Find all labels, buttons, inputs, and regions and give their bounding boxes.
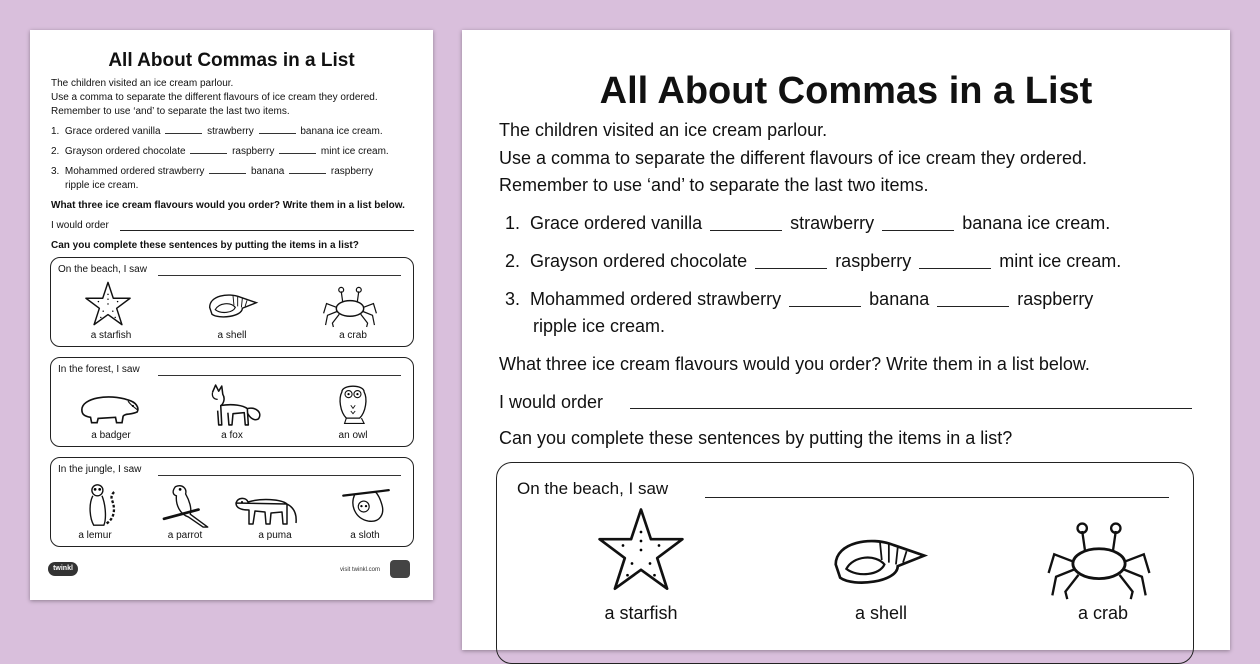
item-label: a starfish (90, 330, 132, 341)
prompt-order: What three ice cream flavours would you order? Write them in a list below. (499, 354, 1090, 374)
box-heading: In the forest, I saw (58, 364, 140, 375)
parrot-icon (161, 482, 213, 528)
intro-line-1: The children visited an ice cream parlour. (499, 120, 828, 140)
item-label: a lemur (78, 530, 112, 541)
box-heading: On the beach, I saw (58, 264, 147, 275)
crab-icon (319, 284, 381, 328)
answer-blank[interactable] (259, 133, 296, 134)
intro-line-2: Use a comma to separate the different flavours of ice cream they ordered. (51, 92, 378, 103)
item-label: a parrot (167, 530, 203, 541)
prompt-complete: Can you complete these sentences by putting the items in a list? (51, 240, 359, 251)
page-title: All About Commas in a List (599, 70, 1093, 112)
box-answer-line[interactable] (158, 375, 401, 376)
sloth-icon (341, 486, 391, 528)
lemur-icon (83, 482, 121, 528)
order-answer-line[interactable] (120, 230, 414, 231)
item-label: a crab (339, 330, 367, 341)
page-title: All About Commas in a List (108, 50, 355, 71)
answer-blank[interactable] (165, 133, 202, 134)
worksheet-preview-small (30, 30, 433, 600)
question-1: 1. Grace ordered vanilla strawberry banana ice cream. (505, 213, 1111, 233)
item-label: a crab (1077, 603, 1129, 623)
answer-blank[interactable] (919, 268, 991, 269)
answer-blank[interactable] (710, 230, 782, 231)
box-answer-line[interactable] (158, 275, 401, 276)
box-answer-line[interactable] (705, 497, 1169, 498)
owl-icon (333, 380, 373, 426)
i-would-order-label: I would order (499, 392, 604, 412)
beach-box (496, 462, 1194, 664)
answer-blank[interactable] (937, 306, 1009, 307)
answer-blank[interactable] (755, 268, 827, 269)
jungle-box (50, 457, 414, 547)
intro-line-2: Use a comma to separate the different flavours of ice cream they ordered. (499, 148, 1087, 168)
question-1: 1. Grace ordered vanilla strawberry banana ice cream. (51, 126, 383, 137)
shell-icon (825, 529, 935, 591)
shell-icon (205, 288, 261, 322)
worksheet-preview-large (462, 30, 1230, 650)
answer-blank[interactable] (209, 173, 246, 174)
brand-logo: twinkl (48, 562, 78, 576)
box-heading: In the jungle, I saw (58, 464, 142, 475)
badger-icon (76, 388, 142, 426)
answer-blank[interactable] (190, 153, 227, 154)
item-label: a fox (221, 430, 243, 441)
item-label: an owl (338, 430, 368, 441)
intro-line-3: Remember to use ‘and’ to separate the last two items. (499, 175, 929, 195)
question-3-end: ripple ice cream. (65, 180, 139, 191)
beach-box (50, 257, 414, 347)
intro-line-1: The children visited an ice cream parlour. (51, 78, 234, 89)
item-label: a shell (217, 330, 247, 341)
question-3-end: ripple ice cream. (533, 316, 666, 336)
prompt-complete: Can you complete these sentences by putting the items in a list? (499, 428, 1013, 448)
question-2: 2. Grayson ordered chocolate raspberry mint ice cream. (51, 146, 389, 157)
question-3: 3. Mohammed ordered strawberry banana raspberry (505, 289, 1094, 309)
box-heading: On the beach, I saw (517, 479, 669, 498)
order-answer-line[interactable] (630, 408, 1192, 409)
answer-blank[interactable] (882, 230, 954, 231)
question-2: 2. Grayson ordered chocolate raspberry mint ice cream. (505, 251, 1122, 271)
footer-url: visit twinkl.com (340, 567, 381, 573)
answer-blank[interactable] (789, 306, 861, 307)
item-label: a puma (258, 530, 292, 541)
starfish-icon (83, 280, 133, 328)
answer-blank[interactable] (279, 153, 316, 154)
intro-line-3: Remember to use ‘and’ to separate the last two items. (51, 106, 290, 117)
puma-icon (231, 488, 301, 528)
crab-icon (1039, 517, 1159, 601)
prompt-order: What three ice cream flavours would you order? Write them in a list below. (51, 200, 405, 211)
fox-icon (201, 382, 265, 428)
item-label: a badger (91, 430, 131, 441)
item-label: a sloth (350, 530, 380, 541)
forest-box (50, 357, 414, 447)
item-label: a shell (854, 603, 908, 623)
box-answer-line[interactable] (158, 475, 401, 476)
badge-icon (390, 560, 410, 578)
answer-blank[interactable] (289, 173, 326, 174)
question-3: 3. Mohammed ordered strawberry banana raspberry (51, 166, 374, 177)
i-would-order-label: I would order (51, 220, 109, 231)
item-label: a starfish (604, 603, 678, 623)
starfish-icon (593, 505, 689, 595)
